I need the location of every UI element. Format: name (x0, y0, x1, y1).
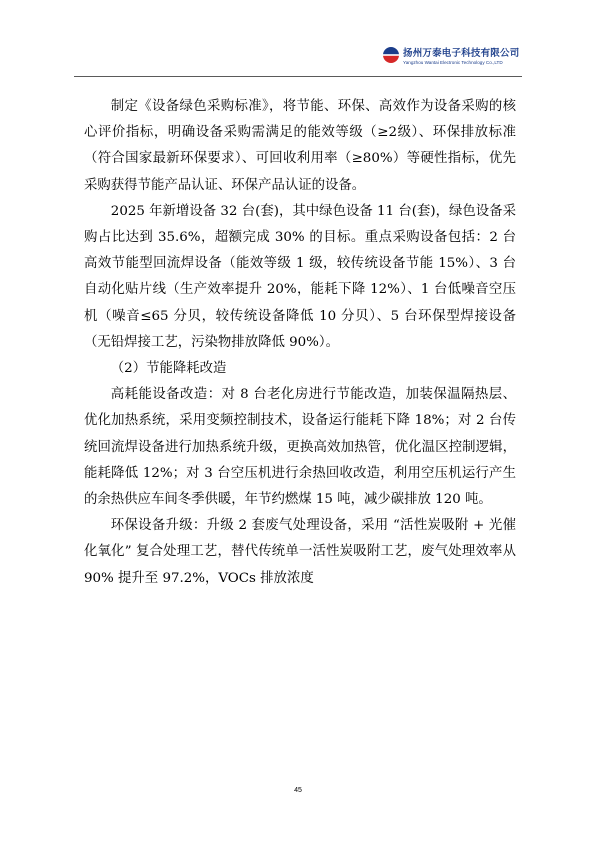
paragraph-high-energy-equipment-retrofit: 高耗能设备改造：对 8 台老化房进行节能改造，加装保温隔热层、优化加热系统，采用变频控制技术，设备运行能耗下降 18%；对 2 台传统回流焊设备进行加热系统升级，更换高效加热管，优化温区控制逻辑，能耗降低 12%；对 3 台空压机进行余热回收改造，利用空压机运行产生的余热供应车间冬季供暖，年节约燃煤 15 吨，减少碳排放 120 吨。 (84, 387, 516, 508)
paragraph-environmental-equipment-upgrade: 环保设备升级：升级 2 套废气处理设备，采用 “活性炭吸附 + 光催化氧化” 复合处理工艺，替代传统单一活性炭吸附工艺，废气处理效率从 90% 提升至 97.2%，VOCs 排放浓度 (84, 518, 516, 586)
header-divider (74, 76, 522, 77)
page-number: 45 (294, 787, 302, 794)
section-heading-energy-saving: （2）节能降耗改造 (110, 361, 227, 377)
company-name-cn: 扬州万泰电子科技有限公司 (403, 48, 520, 59)
paragraph-green-procurement-standard: 制定《设备绿色采购标准》，将节能、环保、高效作为设备采购的核心评价指标，明确设备采购需满足的能效等级（≥2级）、环保排放标准（符合国家最新环保要求）、可回收利用率（≥80%）等硬性指标，优先采购获得节能产品认证、环保产品认证的设备。 (84, 99, 516, 193)
document-body (84, 94, 516, 592)
paragraph-new-equipment-2025: 2025 年新增设备 32 台(套)，其中绿色设备 11 台(套)，绿色设备采购占比达到 35.6%，超额完成 30% 的目标。重点采购设备包括：2 台高效节能型回流焊设备（能效等级 1 级，较传统设备节能 15%）、3 台自动化贴片线（生产效率提升 20%，能耗下降 12%）、1 台低噪音空压机（噪音≤65 分贝，较传统设备降低 10 分贝）、5 台环保型焊接设备（无铅焊接工艺，污染物排放降低 90%）。 (84, 203, 516, 350)
company-logo-icon (382, 46, 400, 64)
company-name-en: Yangzhou Wantai Electronic Technology Co.,LTD (403, 60, 503, 65)
page-header (0, 36, 596, 76)
